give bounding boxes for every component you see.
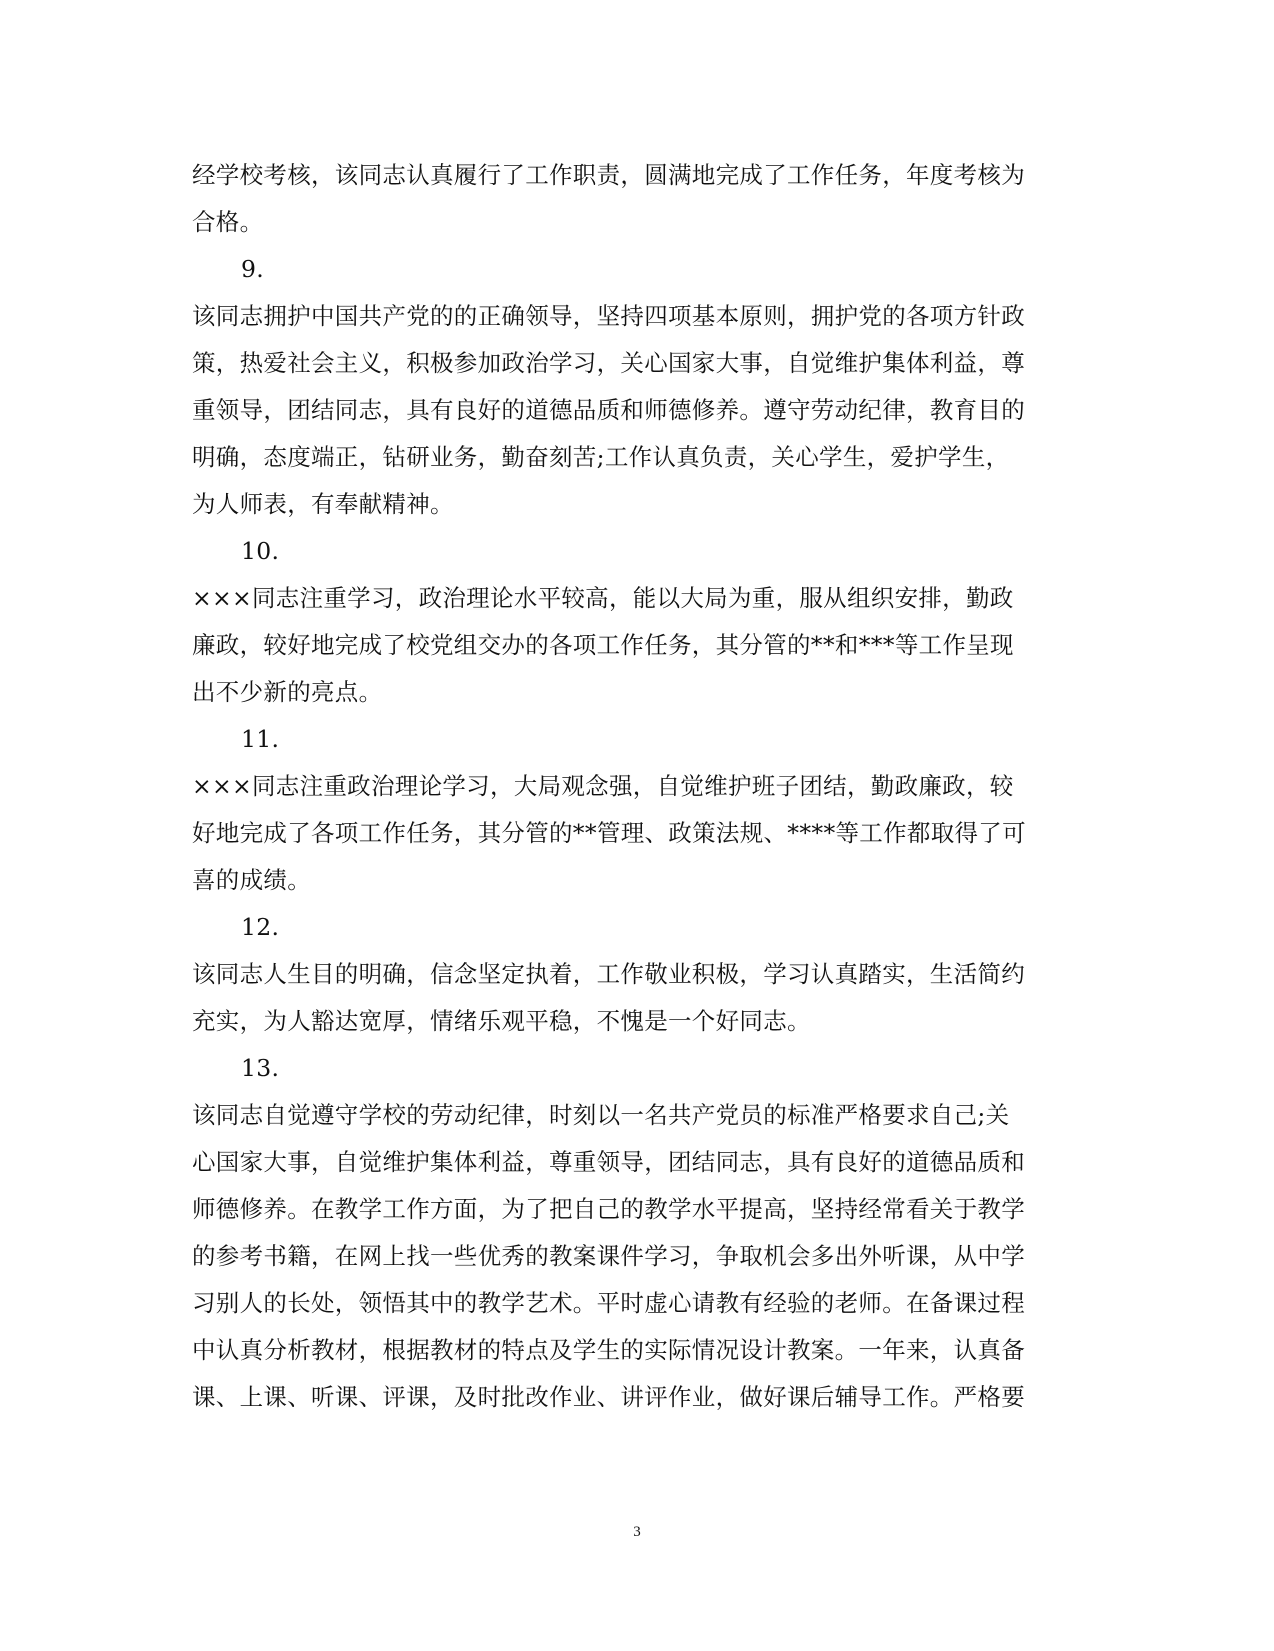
text-line: 策，热爱社会主义，积极参加政治学习，关心国家大事，自觉维护集体利益，尊 [192,349,1025,377]
text-line: 好地完成了各项工作任务，其分管的**管理、政策法规、****等工作都取得了可 [192,819,1026,847]
item-number: 13. [241,1054,280,1082]
text-line: 为人师表，有奉献精神。 [192,490,454,518]
text-line: 重领导，团结同志，具有良好的道德品质和师德修养。遵守劳动纪律，教育目的 [192,396,1025,424]
text-line: 该同志自觉遵守学校的劳动纪律，时刻以一名共产党员的标准严格要求自己;关 [192,1101,1010,1129]
text-line: 合格。 [192,208,264,236]
text-line: 经学校考核，该同志认真履行了工作职责，圆满地完成了工作任务，年度考核为 [192,161,1025,189]
text-line: 充实，为人豁达宽厚，情绪乐观平稳，不愧是一个好同志。 [192,1007,811,1035]
document-body [192,152,1072,1421]
text-line: 出不少新的亮点。 [192,678,383,706]
text-line: 明确，态度端正，钻研业务，勤奋刻苦;工作认真负责，关心学生，爱护学生， [192,443,1010,471]
text-line: 该同志拥护中国共产党的的正确领导，坚持四项基本原则，拥护党的各项方针政 [192,302,1025,330]
item-number: 10. [241,537,280,565]
text-line: 课、上课、听课、评课，及时批改作业、讲评作业，做好课后辅导工作。严格要 [192,1383,1025,1411]
text-line: 的参考书籍，在网上找一些优秀的教案课件学习，争取机会多出外听课，从中学 [192,1242,1025,1270]
text-line: ×××同志注重学习，政治理论水平较高，能以大局为重，服从组织安排，勤政 [192,584,1014,612]
item-number: 9. [241,255,265,283]
text-line: 师德修养。在教学工作方面，为了把自己的教学水平提高，坚持经常看关于教学 [192,1195,1025,1223]
item-number: 12. [241,913,280,941]
text-line: 廉政，较好地完成了校党组交办的各项工作任务，其分管的**和***等工作呈现 [192,631,1014,659]
text-line: 中认真分析教材，根据教材的特点及学生的实际情况设计教案。一年来，认真备 [192,1336,1025,1364]
text-line: 喜的成绩。 [192,866,311,894]
text-line: 心国家大事，自觉维护集体利益，尊重领导，团结同志，具有良好的道德品质和 [192,1148,1025,1176]
page-number: 3 [633,1524,641,1540]
item-number: 11. [241,725,280,753]
text-line: 习别人的长处，领悟其中的教学艺术。平时虚心请教有经验的老师。在备课过程 [192,1289,1025,1317]
text-line: ×××同志注重政治理论学习，大局观念强，自觉维护班子团结，勤政廉政，较 [192,772,1014,800]
text-line: 该同志人生目的明确，信念坚定执着，工作敬业积极，学习认真踏实，生活简约 [192,960,1025,988]
